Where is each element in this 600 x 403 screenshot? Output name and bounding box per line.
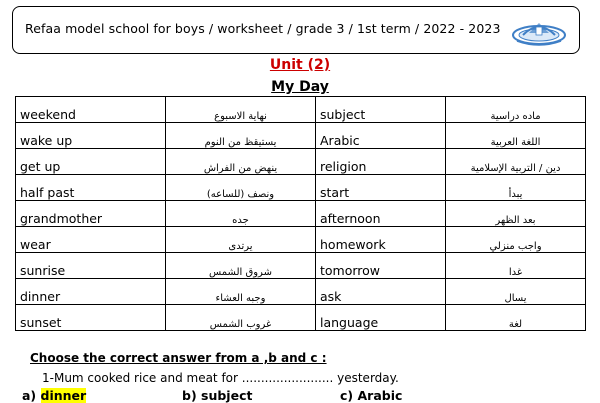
english-word: weekend bbox=[16, 97, 166, 123]
arabic-meaning: اللغة العربية bbox=[446, 123, 586, 149]
section-title: My Day bbox=[271, 79, 329, 95]
english-word: language bbox=[316, 305, 446, 331]
arabic-meaning: يسال bbox=[446, 279, 586, 305]
school-logo-icon bbox=[509, 13, 569, 49]
arabic-meaning: يبدأ bbox=[446, 175, 586, 201]
option-a-prefix: a) bbox=[22, 388, 41, 403]
arabic-meaning: جده bbox=[166, 201, 316, 227]
arabic-meaning: ينهض من الفراش bbox=[166, 149, 316, 175]
english-word: afternoon bbox=[316, 201, 446, 227]
arabic-meaning: ماده دراسية bbox=[446, 97, 586, 123]
english-word: Arabic bbox=[316, 123, 446, 149]
arabic-meaning: لغة bbox=[446, 305, 586, 331]
english-word: sunset bbox=[16, 305, 166, 331]
arabic-meaning: نهاية الاسبوع bbox=[166, 97, 316, 123]
vocabulary-table bbox=[15, 96, 586, 331]
option-b bbox=[182, 388, 252, 403]
english-word: subject bbox=[316, 97, 446, 123]
english-word: half past bbox=[16, 175, 166, 201]
table-row bbox=[16, 253, 586, 279]
arabic-meaning: شروق الشمس bbox=[166, 253, 316, 279]
english-word: sunrise bbox=[16, 253, 166, 279]
arabic-meaning: يستيقظ من النوم bbox=[166, 123, 316, 149]
english-word: tomorrow bbox=[316, 253, 446, 279]
english-word: start bbox=[316, 175, 446, 201]
english-word: wear bbox=[16, 227, 166, 253]
option-b-prefix: b) bbox=[182, 388, 202, 403]
arabic-meaning: غدا bbox=[446, 253, 586, 279]
english-word: wake up bbox=[16, 123, 166, 149]
question-instructions: Choose the correct answer from a ,b and c : bbox=[30, 351, 327, 365]
arabic-meaning: وجبه العشاء bbox=[166, 279, 316, 305]
arabic-meaning: دين / التربية الإسلامية bbox=[446, 149, 586, 175]
unit-title: Unit (2) bbox=[269, 57, 331, 73]
worksheet-header bbox=[12, 6, 580, 54]
english-word: religion bbox=[316, 149, 446, 175]
table-row bbox=[16, 279, 586, 305]
option-a-answer: dinner bbox=[40, 388, 87, 403]
table-row bbox=[16, 149, 586, 175]
option-c-prefix: c) bbox=[340, 388, 358, 403]
arabic-meaning: واجب منزلي bbox=[446, 227, 586, 253]
arabic-meaning: غروب الشمس bbox=[166, 305, 316, 331]
option-b-answer: subject bbox=[201, 388, 253, 403]
table-row bbox=[16, 97, 586, 123]
arabic-meaning: بعد الظهر bbox=[446, 201, 586, 227]
table-row bbox=[16, 305, 586, 331]
english-word: grandmother bbox=[16, 201, 166, 227]
arabic-meaning: ونصف (للساعه) bbox=[166, 175, 316, 201]
option-a bbox=[22, 388, 86, 403]
table-row bbox=[16, 123, 586, 149]
table-row bbox=[16, 227, 586, 253]
header-title: Refaa model school for boys / worksheet / grade 3 / 1st term / 2022 - 2023 bbox=[25, 21, 501, 36]
arabic-meaning: يرتدى bbox=[166, 227, 316, 253]
english-word: get up bbox=[16, 149, 166, 175]
english-word: homework bbox=[316, 227, 446, 253]
english-word: dinner bbox=[16, 279, 166, 305]
option-c bbox=[340, 388, 402, 403]
table-row bbox=[16, 175, 586, 201]
table-row bbox=[16, 201, 586, 227]
option-c-answer: Arabic bbox=[357, 388, 403, 403]
question-text: 1-Mum cooked rice and meat for ........................ yesterday. bbox=[42, 371, 399, 385]
english-word: ask bbox=[316, 279, 446, 305]
